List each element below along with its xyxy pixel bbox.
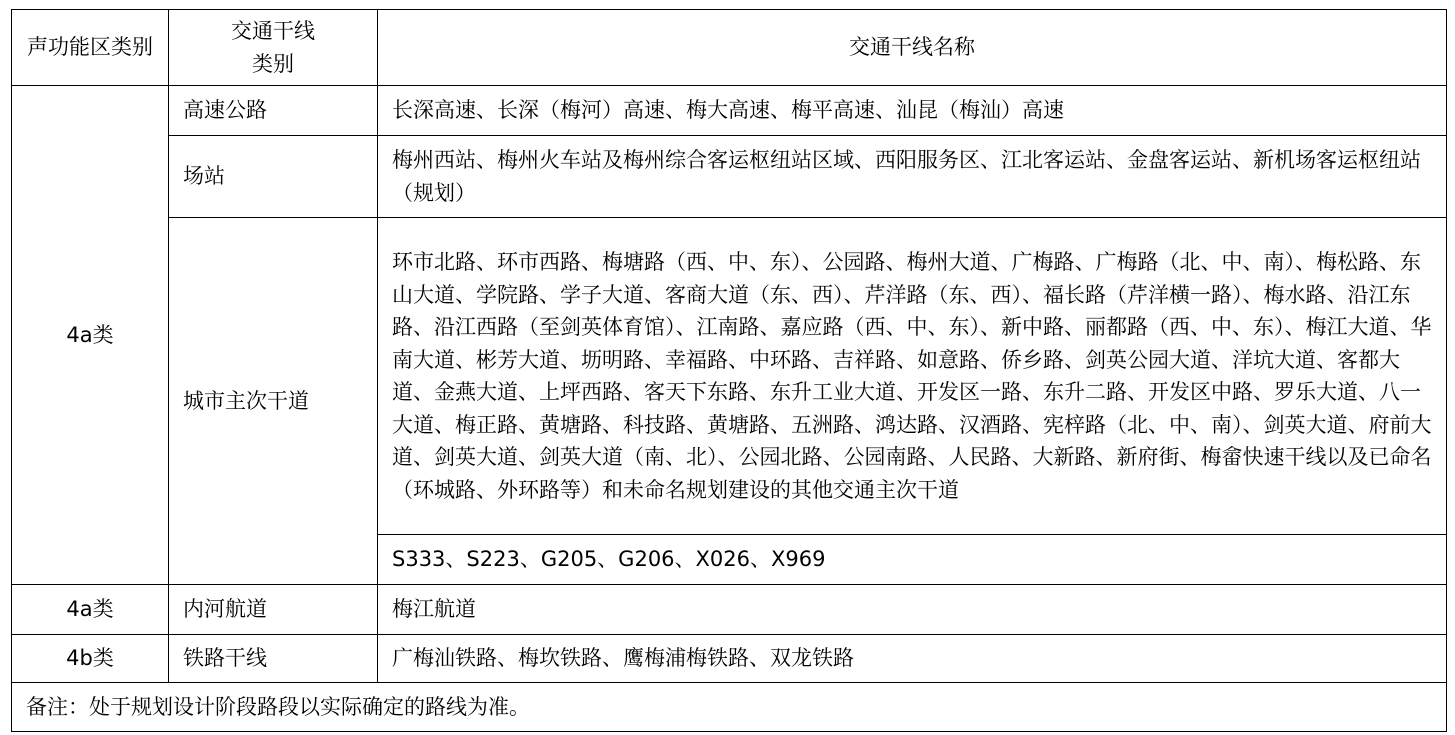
table-row xyxy=(12,218,1447,535)
zone-4a-cell: 4a类 xyxy=(12,86,169,585)
zone-4b-cell: 4b类 xyxy=(12,635,169,683)
line-type-cell: 铁路干线 xyxy=(169,635,378,683)
table-note: 备注：处于规划设计阶段路段以实际确定的路线为准。 xyxy=(12,683,1447,732)
line-type-cell: 场站 xyxy=(169,136,378,218)
table-row xyxy=(12,635,1447,683)
header-row xyxy=(12,10,1447,86)
header-line-names: 交通干线名称 xyxy=(378,10,1447,86)
line-names-cell: S333、S223、G205、G206、X026、X969 xyxy=(378,535,1447,585)
line-type-cell: 内河航道 xyxy=(169,585,378,635)
header-line-category: 交通干线类别 xyxy=(169,10,378,86)
line-names-cell: 梅州西站、梅州火车站及梅州综合客运枢纽站区域、西阳服务区、江北客运站、金盘客运站、新机场客运枢纽站（规划） xyxy=(378,136,1447,218)
zone-4a-cell: 4a类 xyxy=(12,585,169,635)
note-row xyxy=(12,683,1447,732)
line-names-cell: 广梅汕铁路、梅坎铁路、鹰梅浦梅铁路、双龙铁路 xyxy=(378,635,1447,683)
header-zone-category: 声功能区类别 xyxy=(12,10,169,86)
traffic-line-table xyxy=(11,9,1447,732)
line-type-cell: 城市主次干道 xyxy=(169,218,378,585)
line-type-cell: 高速公路 xyxy=(169,86,378,136)
line-names-cell: 梅江航道 xyxy=(378,585,1447,635)
table-row xyxy=(12,86,1447,136)
table-row xyxy=(12,585,1447,635)
line-names-cell: 环市北路、环市西路、梅塘路（西、中、东）、公园路、梅州大道、广梅路、广梅路（北、中、南）、梅松路、东山大道、学院路、学子大道、客商大道（东、西）、芹洋路（东、西）、福长路（芹洋横一路）、梅水路、沿江东路、沿江西路（至剑英体育馆）、江南路、嘉应路（西、中、东）、新中路、丽都路（西、中、东）、梅江大道、华南大道、彬芳大道、坜明路、幸福路、中环路、吉祥路、如意路、侨乡路、剑英公园大道、洋坑大道、客都大道、金燕大道、上坪西路、客天下东路、东升工业大道、开发区一路、东升二路、开发区中路、罗乐大道、八一大道、梅正路、黄塘路、科技路、黄塘路、五洲路、鸿达路、汉酒路、宪梓路（北、中、南）、剑英大道、府前大道、剑英大道、剑英大道（南、北）、公园北路、公园南路、人民路、大新路、新府街、梅畲快速干线以及已命名（环城路、外环路等）和未命名规划建设的其他交通主次干道 xyxy=(378,218,1447,535)
table-row xyxy=(12,136,1447,218)
line-names-cell: 长深高速、长深（梅河）高速、梅大高速、梅平高速、汕昆（梅汕）高速 xyxy=(378,86,1447,136)
